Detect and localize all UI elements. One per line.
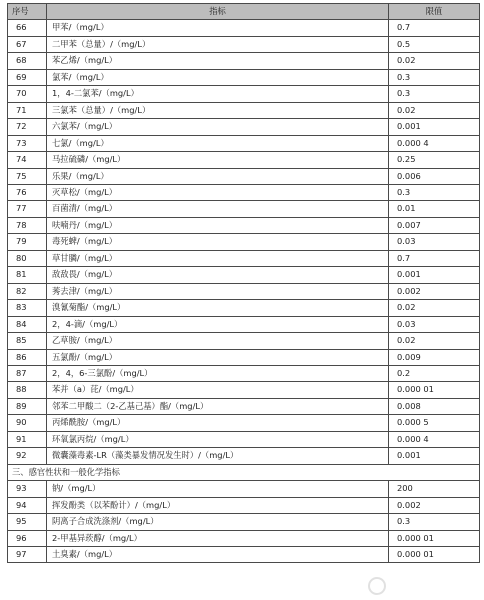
row-indicator: 苯乙烯/（mg/L） [47, 53, 389, 69]
row-number: 82 [8, 283, 47, 299]
row-limit: 0.7 [389, 250, 480, 266]
standards-document [7, 3, 479, 563]
row-number: 77 [8, 201, 47, 217]
table-row [8, 283, 480, 299]
table-row [8, 201, 480, 217]
row-number: 90 [8, 415, 47, 431]
row-number: 78 [8, 217, 47, 233]
row-limit: 0.002 [389, 283, 480, 299]
table-row [8, 300, 480, 316]
row-indicator: 丙烯酰胺/（mg/L） [47, 415, 389, 431]
row-limit: 0.006 [389, 168, 480, 184]
row-number: 69 [8, 69, 47, 85]
row-number: 75 [8, 168, 47, 184]
row-indicator: 2，4，6-三氯酚/（mg/L） [47, 365, 389, 381]
section-row [8, 464, 480, 480]
row-number: 67 [8, 36, 47, 52]
row-limit: 0.000 01 [389, 382, 480, 398]
row-limit: 0.000 01 [389, 530, 480, 546]
row-limit: 0.3 [389, 69, 480, 85]
table-row [8, 184, 480, 200]
row-indicator: 草甘膦/（mg/L） [47, 250, 389, 266]
table-row [8, 448, 480, 464]
table-row [8, 530, 480, 546]
table-row [8, 431, 480, 447]
row-indicator: 氯苯/（mg/L） [47, 69, 389, 85]
row-indicator: 六氯苯/（mg/L） [47, 119, 389, 135]
row-limit: 0.03 [389, 234, 480, 250]
row-indicator: 环氧氯丙烷/（mg/L） [47, 431, 389, 447]
row-indicator: 2，4-滴/（mg/L） [47, 316, 389, 332]
row-limit: 0.02 [389, 53, 480, 69]
table-row [8, 333, 480, 349]
row-number: 96 [8, 530, 47, 546]
row-number: 92 [8, 448, 47, 464]
row-indicator: 乐果/（mg/L） [47, 168, 389, 184]
row-limit: 0.001 [389, 267, 480, 283]
watermark-circle-icon [368, 577, 386, 595]
row-number: 76 [8, 184, 47, 200]
table-row [8, 53, 480, 69]
row-number: 84 [8, 316, 47, 332]
row-number: 95 [8, 514, 47, 530]
row-number: 81 [8, 267, 47, 283]
table-row [8, 119, 480, 135]
header-limit: 限值 [389, 4, 480, 20]
table-row [8, 250, 480, 266]
row-indicator: 莠去津/（mg/L） [47, 283, 389, 299]
row-indicator: 钠/（mg/L） [47, 481, 389, 497]
table-row [8, 135, 480, 151]
row-limit: 0.000 5 [389, 415, 480, 431]
watermark-logo [368, 575, 478, 597]
table-row [8, 514, 480, 530]
row-number: 91 [8, 431, 47, 447]
row-number: 74 [8, 152, 47, 168]
row-limit: 0.009 [389, 349, 480, 365]
table-row [8, 86, 480, 102]
row-number: 85 [8, 333, 47, 349]
table-row [8, 365, 480, 381]
table-row [8, 415, 480, 431]
table-row [8, 217, 480, 233]
row-indicator: 微囊藻毒素-LR（藻类暴发情况发生时）/（mg/L） [47, 448, 389, 464]
row-limit: 0.01 [389, 201, 480, 217]
row-limit: 0.3 [389, 86, 480, 102]
row-limit: 0.008 [389, 398, 480, 414]
row-indicator: 阴离子合成洗涤剂/（mg/L） [47, 514, 389, 530]
table-row [8, 546, 480, 562]
table-row [8, 69, 480, 85]
row-indicator: 七氯/（mg/L） [47, 135, 389, 151]
row-indicator: 马拉硫磷/（mg/L） [47, 152, 389, 168]
row-limit: 0.3 [389, 514, 480, 530]
row-limit: 0.007 [389, 217, 480, 233]
row-indicator: 1，4-二氯苯/（mg/L） [47, 86, 389, 102]
row-number: 79 [8, 234, 47, 250]
row-limit: 0.2 [389, 365, 480, 381]
row-number: 86 [8, 349, 47, 365]
row-number: 93 [8, 481, 47, 497]
row-indicator: 五氯酚/（mg/L） [47, 349, 389, 365]
table-row [8, 168, 480, 184]
row-number: 87 [8, 365, 47, 381]
row-indicator: 二甲苯（总量）/（mg/L） [47, 36, 389, 52]
row-indicator: 甲苯/（mg/L） [47, 20, 389, 36]
table-row [8, 20, 480, 36]
row-number: 83 [8, 300, 47, 316]
row-limit: 0.03 [389, 316, 480, 332]
row-indicator: 毒死蜱/（mg/L） [47, 234, 389, 250]
row-number: 97 [8, 546, 47, 562]
row-number: 80 [8, 250, 47, 266]
row-indicator: 挥发酚类（以苯酚计）/（mg/L） [47, 497, 389, 513]
row-indicator: 呋喃丹/（mg/L） [47, 217, 389, 233]
row-limit: 0.002 [389, 497, 480, 513]
row-limit: 0.7 [389, 20, 480, 36]
row-number: 89 [8, 398, 47, 414]
limits-table [7, 3, 480, 563]
table-row [8, 316, 480, 332]
row-number: 73 [8, 135, 47, 151]
table-row [8, 398, 480, 414]
table-row [8, 234, 480, 250]
row-number: 94 [8, 497, 47, 513]
row-limit: 0.02 [389, 102, 480, 118]
table-row [8, 497, 480, 513]
table-row [8, 36, 480, 52]
row-indicator: 百菌清/（mg/L） [47, 201, 389, 217]
row-number: 68 [8, 53, 47, 69]
row-indicator: 溴氰菊酯/（mg/L） [47, 300, 389, 316]
section-title: 三、感官性状和一般化学指标 [8, 464, 480, 480]
row-indicator: 敌敌畏/（mg/L） [47, 267, 389, 283]
row-limit: 0.000 4 [389, 135, 480, 151]
table-row [8, 382, 480, 398]
row-indicator: 苯并（a）芘/（mg/L） [47, 382, 389, 398]
row-number: 88 [8, 382, 47, 398]
table-row [8, 481, 480, 497]
row-limit: 0.000 01 [389, 546, 480, 562]
table-row [8, 349, 480, 365]
row-limit: 0.001 [389, 448, 480, 464]
row-limit: 200 [389, 481, 480, 497]
row-number: 72 [8, 119, 47, 135]
header-number: 序号 [8, 4, 47, 20]
row-number: 70 [8, 86, 47, 102]
row-limit: 0.3 [389, 184, 480, 200]
row-indicator: 三氯苯（总量）/（mg/L） [47, 102, 389, 118]
row-indicator: 灭草松/（mg/L） [47, 184, 389, 200]
table-row [8, 152, 480, 168]
row-number: 66 [8, 20, 47, 36]
row-indicator: 邻苯二甲酸二（2-乙基己基）酯/（mg/L） [47, 398, 389, 414]
row-indicator: 乙草胺/（mg/L） [47, 333, 389, 349]
row-limit: 0.25 [389, 152, 480, 168]
row-limit: 0.02 [389, 333, 480, 349]
row-limit: 0.5 [389, 36, 480, 52]
row-indicator: 土臭素/（mg/L） [47, 546, 389, 562]
row-limit: 0.000 4 [389, 431, 480, 447]
row-number: 71 [8, 102, 47, 118]
row-indicator: 2-甲基异莰醇/（mg/L） [47, 530, 389, 546]
header-indicator: 指标 [47, 4, 389, 20]
row-limit: 0.02 [389, 300, 480, 316]
row-limit: 0.001 [389, 119, 480, 135]
table-row [8, 267, 480, 283]
table-header-row [8, 4, 480, 20]
table-row [8, 102, 480, 118]
